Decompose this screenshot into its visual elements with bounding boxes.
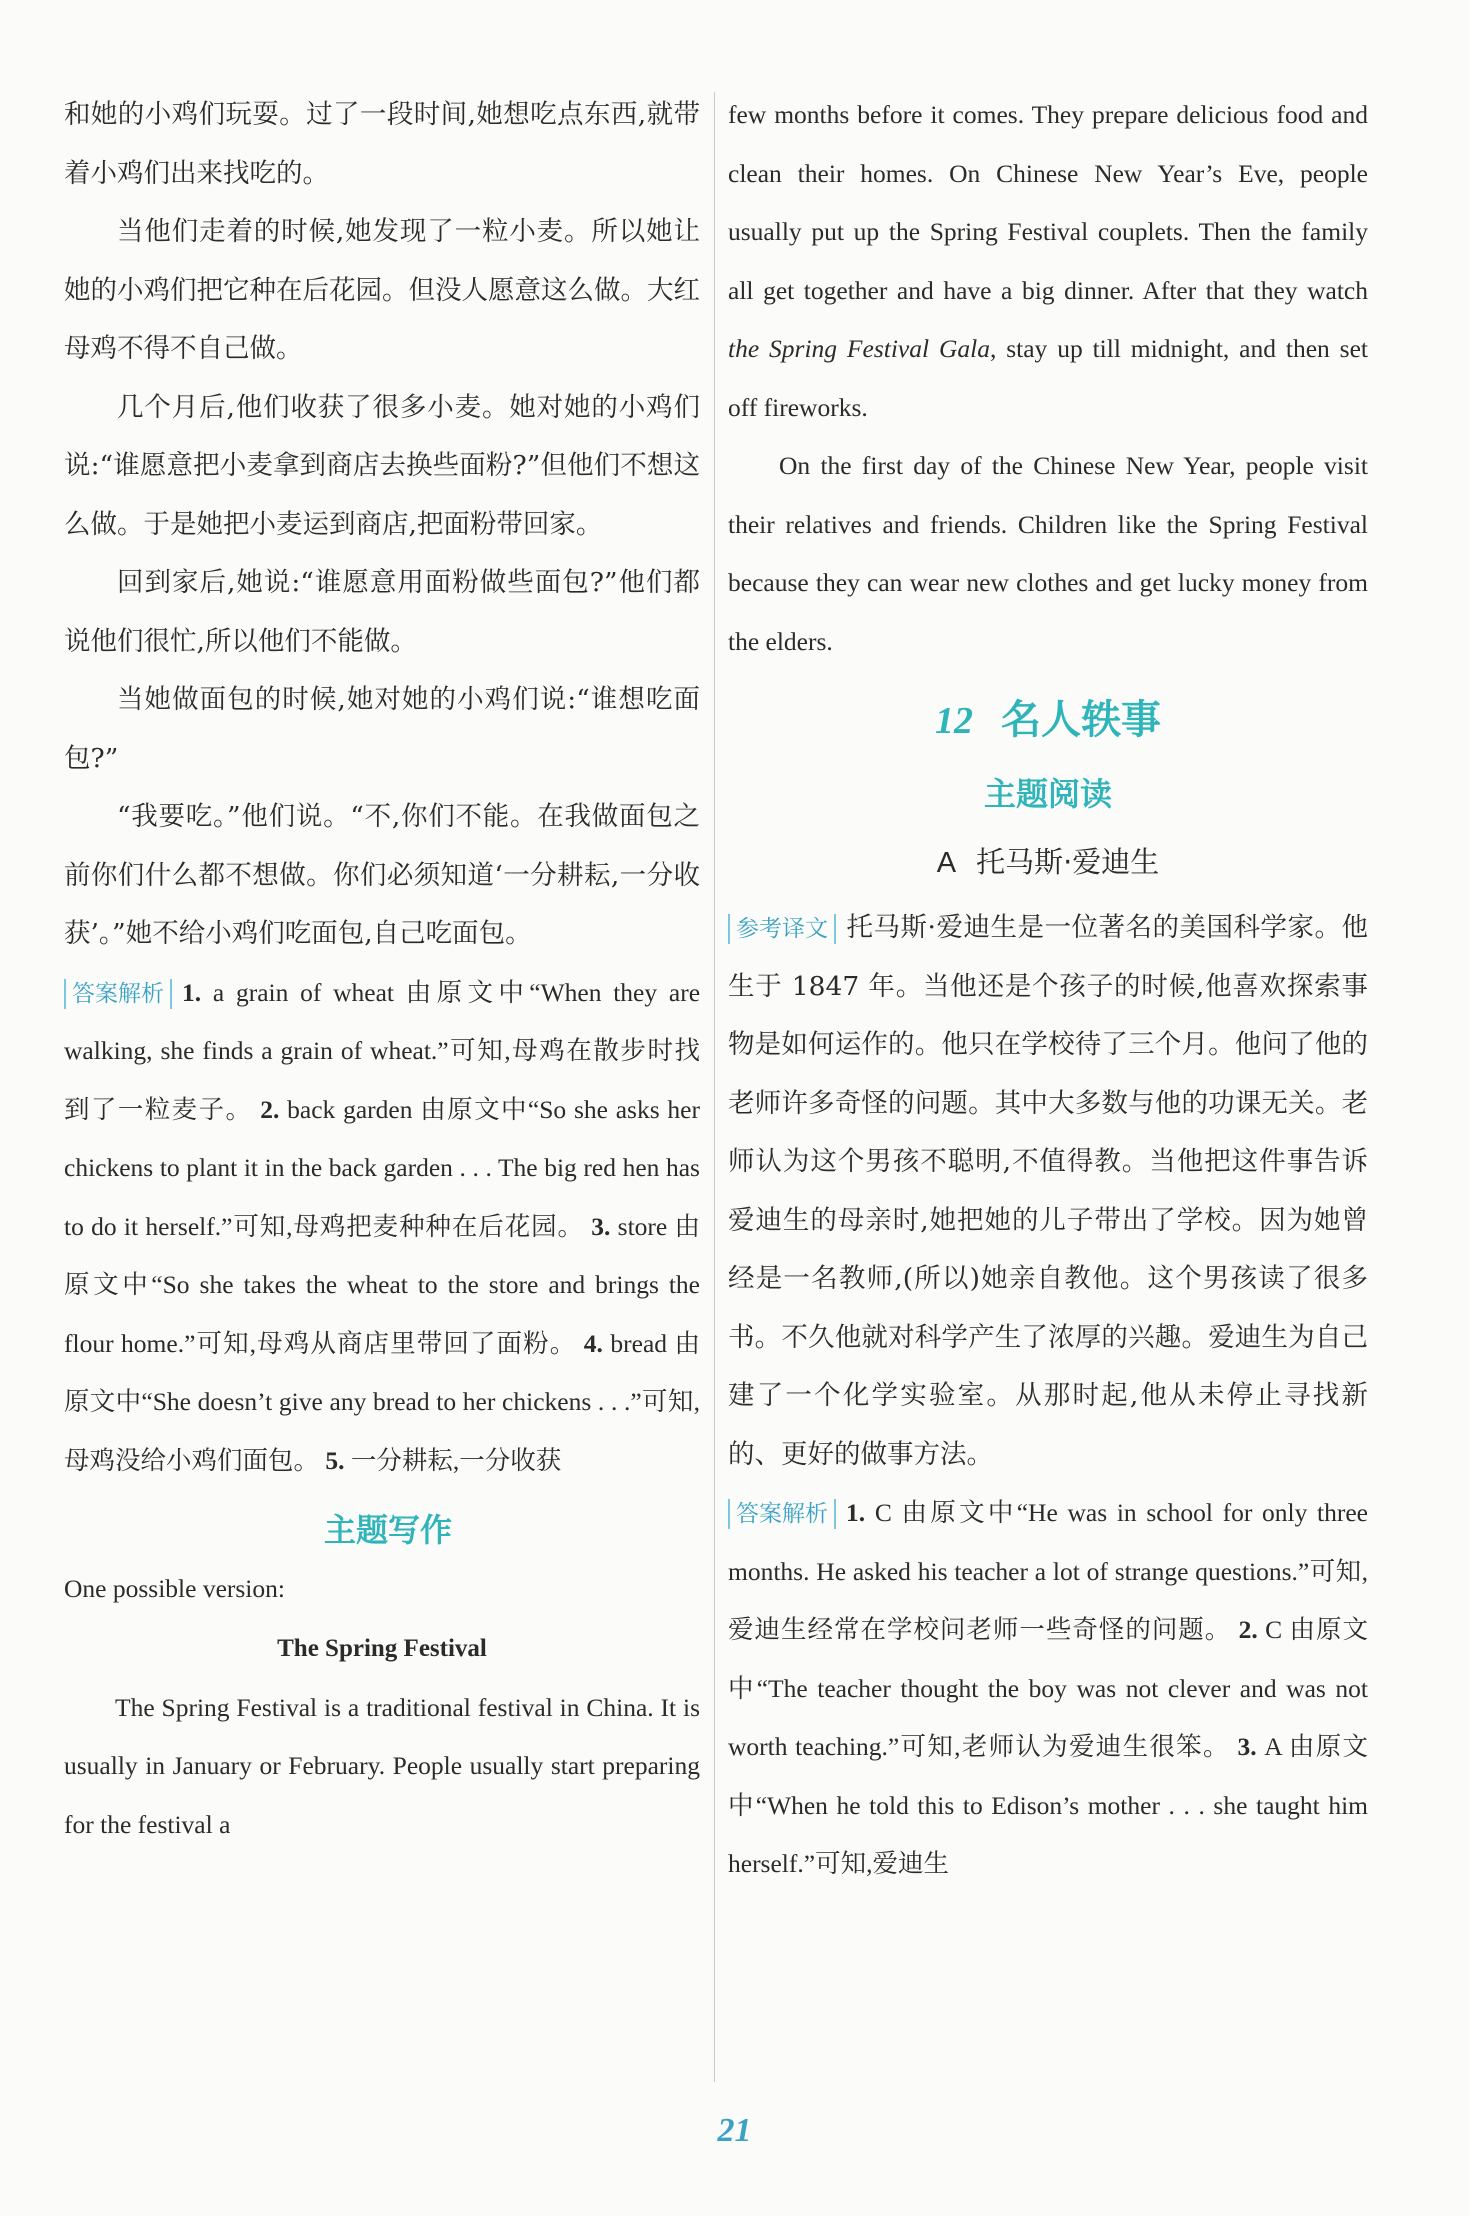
translation-text: 托马斯·爱迪生是一位著名的美国科学家。他生于 1847 年。当他还是个孩子的时候,他喜欢探索事物是如何运作的。他只在学校待了三个月。他问了他的老师许多奇怪的问题。其中大多数与他的功课无关。老师认为这个男孩不聪明,不值得教。当他把这件事告诉爱迪生的母亲时,她把她的儿子带出了学校。因为她曾经是一名教师,(所以)她亲自教他。这个男孩读了很多书。不久他就对科学产生了浓厚的兴趣。爱迪生为自己建了一个化学实验室。从那时起,他从未停止寻找新的、更好的做事方法。	[728, 912, 1368, 1470]
column-divider	[714, 92, 715, 2082]
essay-paragraph-continued	[728, 86, 1368, 437]
writing-heading: 主题写作	[324, 1511, 453, 1549]
section-letter: A	[936, 847, 957, 879]
essay-text: few months before it comes. They prepare delicious food and clean their homes. On Chinese New Year’s Eve, people usually put up the Spring Festival couplets. Then the family all get together and have a big dinner. After that they watch	[728, 100, 1368, 305]
essay-text: , stay up till midnight, and then set off fireworks.	[728, 334, 1368, 422]
answer-analysis-tag: 答案解析	[728, 1499, 836, 1529]
answer-number: 3.	[591, 1211, 611, 1241]
answer-number: 2.	[260, 1094, 280, 1124]
answer-analysis-tag: 答案解析	[64, 979, 172, 1009]
essay-paragraph: On the first day of the Chinese New Year, people visit their relatives and friends. Children like the Spring Festival because they can wear new clothes and get lucky money from the elders.	[728, 451, 1368, 656]
story-paragraph: “我要吃。”他们说。“不,你们不能。在我做面包之前你们什么都不想做。你们必须知道‘一分耕耘,一分收获’。”她不给小鸡们吃面包,自己吃面包。	[64, 801, 700, 949]
section-title: 托马斯·爱迪生	[976, 845, 1160, 879]
answer-text: 一分耕耘,一分收获	[350, 1445, 562, 1475]
answer-text: C 由原文中“The teacher thought the boy was not clever and was not worth teaching.”可知,老师认为爱迪生很笨。	[728, 1615, 1369, 1761]
answer-text: a grain of wheat 由原文中“When they are walking, she finds a grain of wheat.”可知,母鸡在散步时找到了一粒麦子。	[64, 977, 701, 1124]
page-number: 21	[717, 2112, 752, 2149]
reading-heading: 主题阅读	[983, 775, 1112, 813]
story-paragraph: 当他们走着的时候,她发现了一粒小麦。所以她让她的小鸡们把它种在后花园。但没人愿意这么做。大红母鸡不得不自己做。	[64, 216, 700, 364]
unit-heading	[728, 687, 1368, 754]
translation-block	[728, 899, 1368, 1484]
left-column	[64, 86, 700, 1854]
answer-text: bread 由原文中“She doesn’t give any bread to her chickens . . .”可知,母鸡没给小鸡们面包。	[64, 1328, 701, 1475]
answer-number: 5.	[325, 1445, 345, 1475]
story-paragraph: 几个月后,他们收获了很多小麦。她对她的小鸡们说:“谁愿意把小麦拿到商店去换些面粉?”但他们不想这么做。于是她把小麦运到商店,把面粉带回家。	[64, 391, 700, 540]
answer-number: 1.	[846, 1498, 866, 1527]
unit-title: 名人轶事	[1001, 697, 1161, 743]
section-heading	[728, 830, 1368, 895]
essay-paragraph: The Spring Festival is a traditional festival in China. It is usually in January or February. People usually start preparing for the festival a	[64, 1692, 700, 1839]
story-paragraph: 当她做面包的时候,她对她的小鸡们说:“谁想吃面包?”	[64, 684, 700, 774]
answer-text: back garden 由原文中“So she asks her chickens to plant it in the back garden . . . The big red hen has to do it herself.”可知,母鸡把麦种种在后花园。	[64, 1094, 700, 1241]
answer-text: store 由原文中“So she takes the wheat to the store and brings the flour home.”可知,母鸡从商店里带回了面粉。	[64, 1211, 701, 1358]
answer-text: A 由原文中“When he told this to Edison’s mother . . . she taught him herself.”可知,爱迪生	[728, 1732, 1369, 1878]
answer-number: 2.	[1238, 1615, 1258, 1644]
answer-number: 3.	[1237, 1732, 1257, 1761]
unit-number: 12	[935, 700, 973, 742]
story-paragraph: 和她的小鸡们玩耍。过了一段时间,她想吃点东西,就带着小鸡们出来找吃的。	[64, 99, 700, 189]
gala-title: the Spring Festival Gala	[728, 334, 990, 363]
reference-translation-tag: 参考译文	[728, 914, 836, 944]
answer-number: 1.	[182, 977, 202, 1007]
right-column	[728, 86, 1368, 1894]
answer-number: 4.	[583, 1328, 603, 1358]
answer-text: C 由原文中“He was in school for only three months. He asked his teacher a lot of strange questions.”可知,爱迪生经常在学校问老师一些奇怪的问题。	[728, 1498, 1368, 1644]
essay-title: The Spring Festival	[277, 1634, 487, 1662]
answer-block	[728, 1484, 1368, 1894]
answer-block	[64, 964, 700, 1491]
story-paragraph: 回到家后,她说:“谁愿意用面粉做些面包?”他们都说他们很忙,所以他们不能做。	[64, 567, 700, 657]
possible-version-label: One possible version:	[64, 1574, 285, 1603]
